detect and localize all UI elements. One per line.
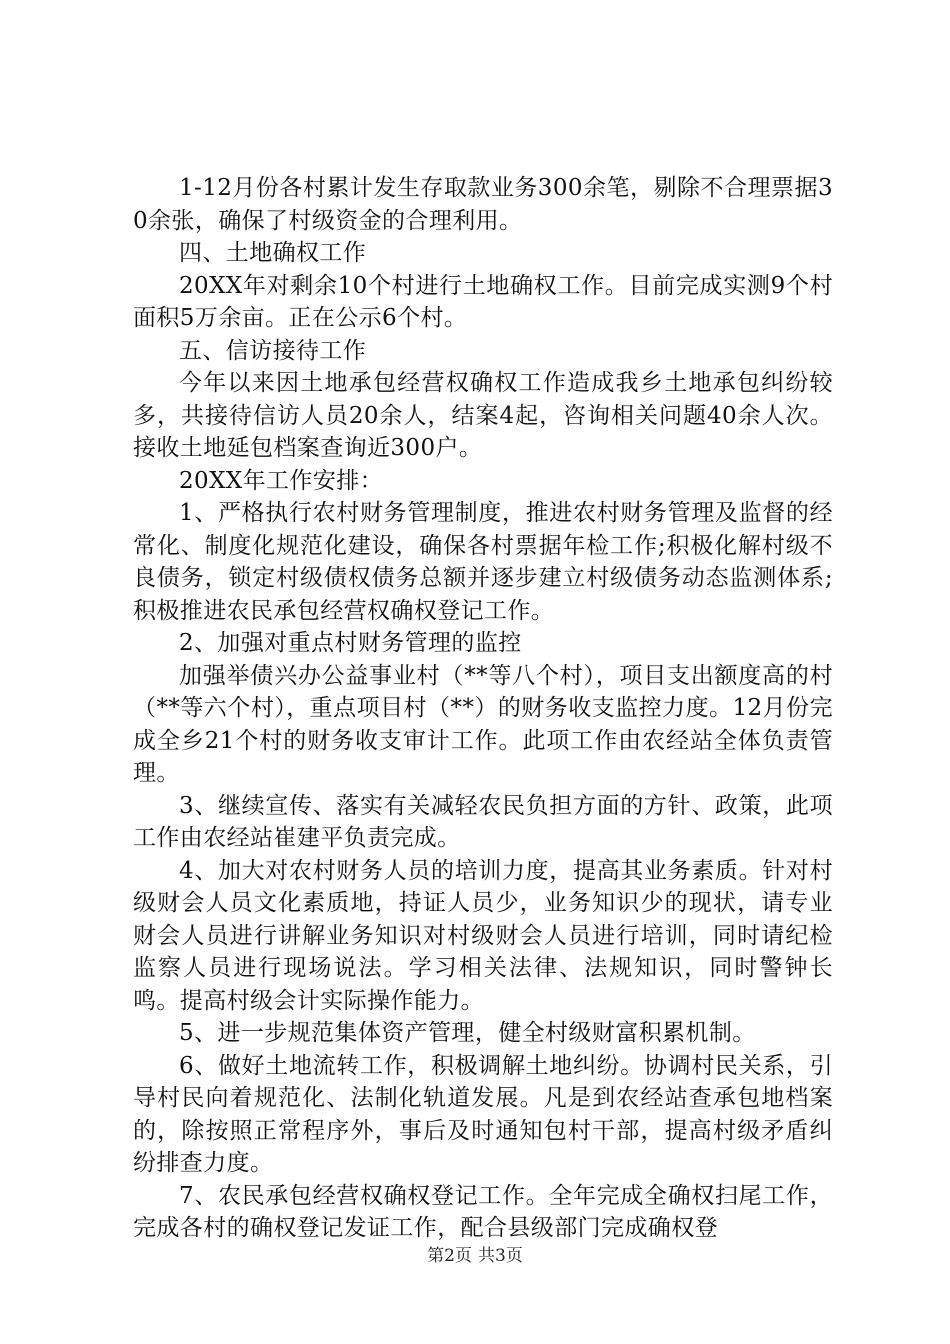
- plan-item-3: 3、继续宣传、落实有关减轻农民负担方面的方针、政策，此项工作由农经站崔建平负责完成。: [133, 792, 833, 851]
- plan-item-5: 5、进一步规范集体资产管理，健全村级财富积累机制。: [179, 1020, 756, 1046]
- heading-work-plan: 20XX年工作安排：: [179, 467, 384, 494]
- paragraph-petition: 今年以来因土地承包经营权确权工作造成我乡土地承包纠纷较多，共接待信访人员20余人，结案4起，咨询相关问题40余人次。接收土地延包档案查询近300户。: [133, 370, 833, 461]
- page-number: 第2页: [427, 1246, 472, 1266]
- plan-item-6: 6、做好土地流转工作，积极调解土地纠纷。协调村民关系，引导村民向着规范化、法制化轨道发展。凡是到农经站查承包地档案的，除按照正常程序外，事后及时通知包村干部，提高村级矛盾纠纷排查力度。: [133, 1052, 833, 1176]
- page-total: 共3页: [478, 1246, 523, 1266]
- heading-land-rights: 四、土地确权工作: [179, 240, 367, 266]
- plan-item-1: 1、严格执行农村财务管理制度，推进农村财务管理及监督的经常化、制度化规范化建设，确保各村票据年检工作;积极化解村级不良债务，锁定村级债权债务总额并逐步建立村级债务动态监测体系;积极推进农民承包经营权确权登记工作。: [133, 500, 833, 624]
- page-footer: [0, 1246, 950, 1266]
- plan-item-7: 7、农民承包经营权确权登记工作。全年完成全确权扫尾工作，完成各村的确权登记发证工作，配合县级部门完成确权登: [133, 1182, 833, 1241]
- plan-item-4: 4、加大对农村财务人员的培训力度，提高其业务素质。针对村级财会人员文化素质地，持证人员少，业务知识少的现状，请专业财会人员进行讲解业务知识对村级财会人员进行培训，同时请纪检监察人员进行现场说法。学习相关法律、法规知识，同时警钟长鸣。提高村级会计实际操作能力。: [133, 857, 833, 1014]
- plan-item-2-title: 2、加强对重点村财务管理的监控: [179, 630, 522, 656]
- heading-petition: 五、信访接待工作: [179, 337, 367, 364]
- paragraph-1: 1-12月份各村累计发生存取款业务300余笔，剔除不合理票据30余张，确保了村级资金的合理利用。: [133, 175, 833, 234]
- document-body: [133, 172, 833, 1245]
- plan-item-2-body: 加强举债兴办公益事业村（**等八个村），项目支出额度高的村（**等六个村），重点项目村（**）的财务收支监控力度。12月份完成全乡21个村的财务收支审计工作。此项工作由农经站全体负责管理。: [133, 662, 833, 786]
- paragraph-land-rights: 20XX年对剩余10个村进行土地确权工作。目前完成实测9个村面积5万余亩。正在公示6个村。: [133, 272, 833, 331]
